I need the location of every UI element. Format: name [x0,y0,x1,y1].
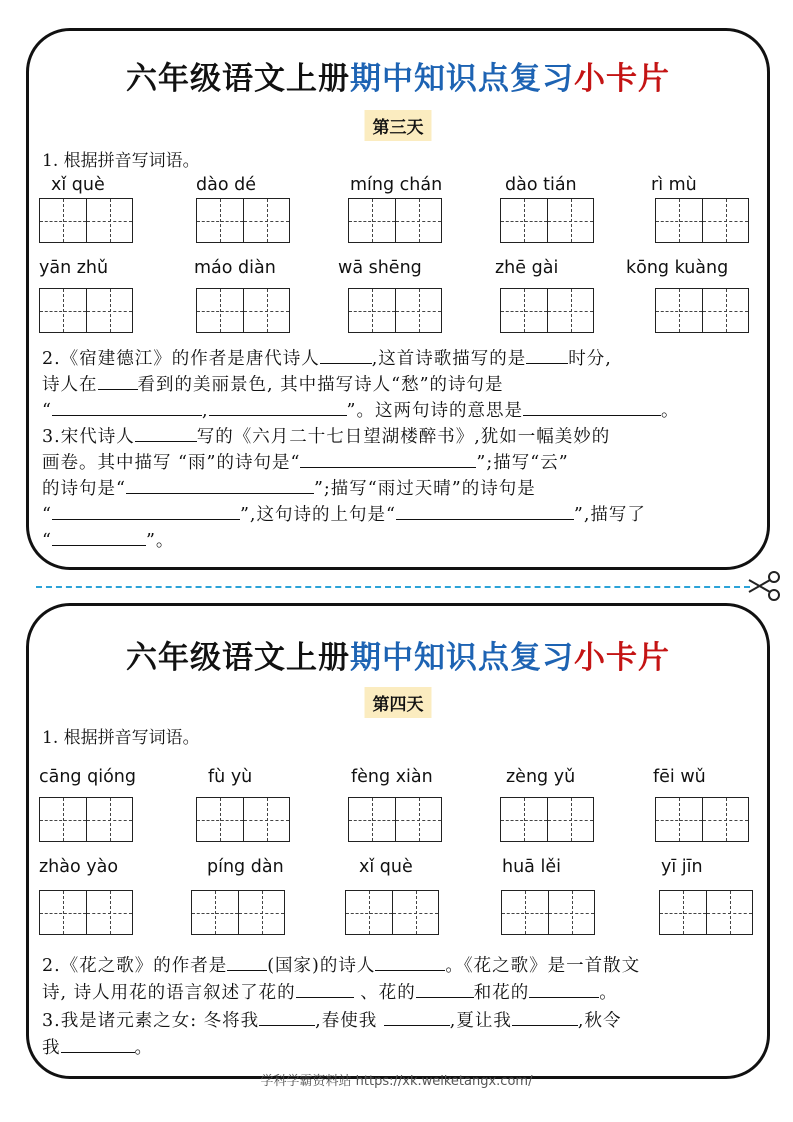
text: “ [42,531,52,551]
writing-box[interactable] [191,890,285,935]
answer-blank[interactable] [52,531,146,546]
pinyin-label: dào dé [196,175,256,195]
question-3-line [42,423,610,448]
text: “ [42,401,52,421]
text: “ [42,505,52,525]
text: 写的《六月二十七日望湖楼醉书》,犹如一幅美妙的 [196,427,611,447]
card-day-four [26,603,770,1079]
text: , [201,401,209,421]
writing-box[interactable] [501,890,595,935]
answer-blank[interactable] [375,956,445,971]
writing-box[interactable] [39,890,133,935]
text: 的诗句是“ [42,479,126,499]
text: 我 [42,1038,61,1058]
answer-blank[interactable] [384,1011,450,1026]
pinyin-label: zhào yào [39,857,119,877]
pinyin-label: máo diàn [194,258,276,278]
card-title [29,632,767,677]
text: (国家)的诗人 [267,956,376,976]
writing-box[interactable] [655,198,749,243]
text: ,春使我 [315,1011,384,1031]
question-2-line [42,345,612,370]
answer-blank[interactable] [396,505,574,520]
text: 。 [134,1038,153,1058]
footer-source: 学科学霸资料站 https://xk.weiketangx.com/ [260,1074,533,1089]
answer-blank[interactable] [512,1011,578,1026]
question-3-line [42,449,569,474]
text: 2.《花之歌》的作者是 [42,956,228,976]
title-part-black: 六年级语文上册 [126,61,350,97]
pinyin-label: rì mù [651,175,697,195]
text: 3.我是诸元素之女: 冬将我 [42,1011,260,1031]
pinyin-label: zhē gài [495,258,559,278]
writing-box[interactable] [196,288,290,333]
title-part-red: 小卡片 [574,640,670,676]
writing-box[interactable] [655,797,749,842]
question-3-line [42,1034,153,1059]
text: ”,描写了 [573,505,646,525]
answer-blank[interactable] [300,453,476,468]
text: ,这首诗歌描写的是 [371,349,527,369]
title-part-red: 小卡片 [574,61,670,97]
text: 。 [599,983,618,1003]
cut-line [36,586,750,588]
text: ,秋令 [577,1011,622,1031]
text: ”,这句诗的上句是“ [239,505,396,525]
card-day-three [26,28,770,570]
writing-box[interactable] [196,797,290,842]
pinyin-label: wā shēng [338,258,422,278]
card-title [29,53,767,98]
title-part-blue: 期中知识点复习 [350,61,574,97]
pinyin-label: fèng xiàn [351,767,433,787]
text: 看到的美丽景色, 其中描写诗人“愁”的诗句是 [137,375,504,395]
day-label: 第四天 [365,687,432,718]
question-3-line [42,527,174,552]
answer-blank[interactable] [52,505,240,520]
scissors-icon [746,569,782,603]
pinyin-label: yān zhǔ [39,258,109,278]
question-3-line [42,475,536,500]
text: ”。这两句诗的意思是 [346,401,523,421]
text: 。《花之歌》是一首散文 [445,956,641,976]
writing-box[interactable] [348,198,442,243]
answer-blank[interactable] [227,956,267,971]
writing-box[interactable] [655,288,749,333]
text: ,夏让我 [449,1011,512,1031]
writing-box[interactable] [500,797,594,842]
answer-blank[interactable] [416,983,474,998]
question-2-line [42,952,640,977]
pinyin-label: huā lěi [502,857,561,877]
pinyin-label: fēi wǔ [653,767,706,787]
writing-box[interactable] [348,797,442,842]
pinyin-label: zèng yǔ [506,767,576,787]
pinyin-label: píng dàn [207,857,284,877]
text: ”;描写“云” [476,453,569,473]
writing-box[interactable] [196,198,290,243]
answer-blank[interactable] [526,349,568,364]
writing-box[interactable] [348,288,442,333]
writing-box[interactable] [500,288,594,333]
pinyin-label: míng chán [350,175,443,195]
text: 诗, 诗人用花的语言叙述了花的 [42,983,296,1003]
question-3-line [42,501,646,526]
pinyin-label: kōng kuàng [626,258,729,278]
question-2-line [42,371,504,396]
pinyin-label: cāng qióng [39,767,136,787]
answer-blank[interactable] [296,983,354,998]
answer-blank[interactable] [529,983,599,998]
writing-box[interactable] [500,198,594,243]
answer-blank[interactable] [135,427,197,442]
answer-blank[interactable] [209,401,347,416]
question-3-line [42,1007,621,1032]
pinyin-label: xǐ què [51,175,105,195]
title-part-black: 六年级语文上册 [126,640,350,676]
writing-box[interactable] [39,288,133,333]
pinyin-label: yī jīn [661,857,703,877]
answer-blank[interactable] [52,401,202,416]
text: 。 [660,401,680,421]
pinyin-label: xǐ què [359,857,413,877]
answer-blank[interactable] [98,375,138,390]
writing-box[interactable] [39,797,133,842]
title-part-blue: 期中知识点复习 [350,640,574,676]
question-2-line [42,979,618,1004]
text: ”;描写“雨过天晴”的诗句是 [313,479,536,499]
question-2-line [42,397,679,422]
question-1: 1. 根据拼音写词语。 [42,728,200,748]
text: 3.宋代诗人 [42,427,135,447]
pinyin-label: fù yù [208,767,253,787]
pinyin-label: dào tián [505,175,577,195]
text: 2.《宿建德江》的作者是唐代诗人 [42,349,320,369]
writing-box[interactable] [39,198,133,243]
answer-blank[interactable] [126,479,314,494]
writing-box[interactable] [345,890,439,935]
text: 诗人在 [42,375,98,395]
answer-blank[interactable] [523,401,661,416]
text: 时分, [568,349,612,369]
question-1: 1. 根据拼音写词语。 [42,151,200,171]
text: ”。 [145,531,175,551]
text: 画卷。其中描写 “雨”的诗句是“ [42,453,301,473]
day-label: 第三天 [365,110,432,141]
text: 、花的 [353,983,416,1003]
answer-blank[interactable] [259,1011,315,1026]
writing-box[interactable] [659,890,753,935]
answer-blank[interactable] [320,349,372,364]
answer-blank[interactable] [61,1038,135,1053]
text: 和花的 [473,983,530,1003]
